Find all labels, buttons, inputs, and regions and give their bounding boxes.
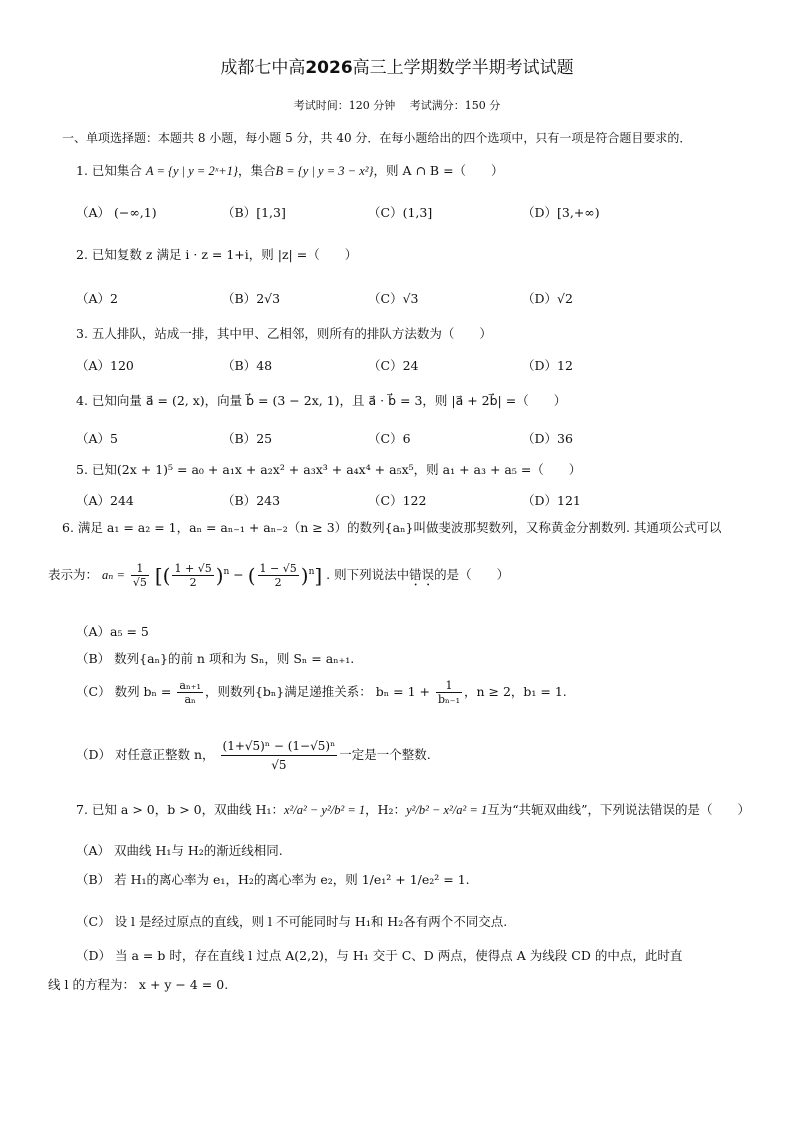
q3-option-b[interactable]: （B）48 <box>222 358 273 373</box>
q1-option-b[interactable]: （B）[1,3] <box>222 205 286 220</box>
q2-option-a[interactable]: （A）2 <box>76 291 118 306</box>
title-suffix: 高三上学期数学半期考试试题 <box>352 58 574 78</box>
q6-option-d[interactable]: （D） 对任意正整数 n， $\frac{\text{(1+√5)ⁿ − (1−√5)ⁿ}}{√5}$ 一定是一个整数. <box>76 739 431 772</box>
q7-option-a[interactable]: （A） 双曲线 H₁与 H₂的渐近线相同. <box>76 843 283 858</box>
question-3: 3. 五人排队，站成一排，其中甲、乙相邻，则所有的排队方法数为（ ） <box>76 326 492 341</box>
q1-option-c[interactable]: （C）(1,3] <box>368 205 433 220</box>
q1-option-d[interactable]: （D）[3,+∞) <box>522 205 600 220</box>
question-4: 4. 已知向量 a⃗ = (2, x)，向量 b⃗ = (3 − 2x, 1)，且 a⃗ · b⃗ = 3，则 |a⃗ + 2b⃗| =（ ） <box>76 393 567 408</box>
question-1: 1. 已知集合 A = {y | y = 2ˣ+1}，集合B = {y | y = 3 − x²}，则 A ∩ B =（ ） <box>76 163 504 178</box>
q7-option-b[interactable]: （B） 若 H₁的离心率为 e₁，H₂的离心率为 e₂，则 1/e₁² + 1/e₂² = 1. <box>76 872 470 887</box>
page-title <box>0 60 794 76</box>
q5-option-b[interactable]: （B）243 <box>222 493 281 508</box>
q6-formula-line: 表示为： aₙ = $\frac{1}{√5}$ [( $\frac{1 + √5}{2}$ )$^n$ − ( $\frac{1 - √5}{2}$ )$^n$] . 则下列说法中错误的是（ ） <box>48 562 510 590</box>
q7-option-d-continued: 线 l 的方程为： x + y − 4 = 0. <box>48 977 229 992</box>
q5-option-c[interactable]: （C）122 <box>368 493 427 508</box>
q4-option-b[interactable]: （B）25 <box>222 431 273 446</box>
q2-option-b[interactable]: （B）2√3 <box>222 291 281 306</box>
q6-option-a[interactable]: （A）a₅ = 5 <box>76 624 149 639</box>
q6-option-b[interactable]: （B） 数列{aₙ}的前 n 项和为 Sₙ，则 Sₙ = aₙ₊₁. <box>76 651 355 666</box>
question-7: 7. 已知 a > 0，b > 0，双曲线 H₁：x²/a² − y²/b² = 1，H₂：y²/b² − x²/a² = 1互为“共轭双曲线”，下列说法错误的是（ ） <box>76 802 751 817</box>
question-5: 5. 已知(2x + 1)⁵ = a₀ + a₁x + a₂x² + a₃x³ + a₄x⁴ + a₅x⁵，则 a₁ + a₃ + a₅ =（ ） <box>76 462 582 477</box>
q7-option-d[interactable]: （D） 当 a = b 时，存在直线 l 过点 A(2,2)，与 H₁ 交于 C、D 两点，使得点 A 为线段 CD 的中点，此时直 <box>76 948 683 963</box>
title-prefix: 成都七中高 <box>220 58 306 78</box>
q4-option-a[interactable]: （A）5 <box>76 431 118 446</box>
q6-option-c[interactable]: （C） 数列 bₙ = $\frac{\text{aₙ₊₁}}{\text{aₙ}}$ ，则数列{bₙ}满足递推关系： bₙ = 1 + $\frac{1}{\text{bₙ₋₁}}$ ，n ≥ 2，b₁ = 1. <box>76 679 567 706</box>
q3-option-a[interactable]: （A）120 <box>76 358 134 373</box>
q3-option-d[interactable]: （D）12 <box>522 358 573 373</box>
q3-option-c[interactable]: （C）24 <box>368 358 419 373</box>
q5-option-a[interactable]: （A）244 <box>76 493 134 508</box>
title-year: 2026 <box>305 58 353 78</box>
exam-info: 考试时间：120 分钟 考试满分：150 分 <box>293 99 501 112</box>
q7-option-c[interactable]: （C） 设 l 是经过原点的直线，则 l 不可能同时与 H₁和 H₂各有两个不同交点. <box>76 914 508 929</box>
q2-option-c[interactable]: （C）√3 <box>368 291 419 306</box>
q5-option-d[interactable]: （D）121 <box>522 493 581 508</box>
section-heading: 一、单项选择题：本题共 8 小题，每小题 5 分，共 40 分．在每小题给出的四个选项中，只有一项是符合题目要求的． <box>62 131 692 145</box>
q2-option-d[interactable]: （D）√2 <box>522 291 573 306</box>
q1-option-a[interactable]: （A） (−∞,1) <box>76 205 157 220</box>
q4-option-d[interactable]: （D）36 <box>522 431 573 446</box>
question-2: 2. 已知复数 z 满足 i · z = 1+i，则 |z| =（ ） <box>76 247 358 262</box>
question-6: 6. 满足 a₁ = a₂ = 1，aₙ = aₙ₋₁ + aₙ₋₂（n ≥ 3）的数列{aₙ}叫做斐波那契数列，又称黄金分割数列. 其通项公式可以 <box>62 520 722 535</box>
q4-option-c[interactable]: （C）6 <box>368 431 411 446</box>
